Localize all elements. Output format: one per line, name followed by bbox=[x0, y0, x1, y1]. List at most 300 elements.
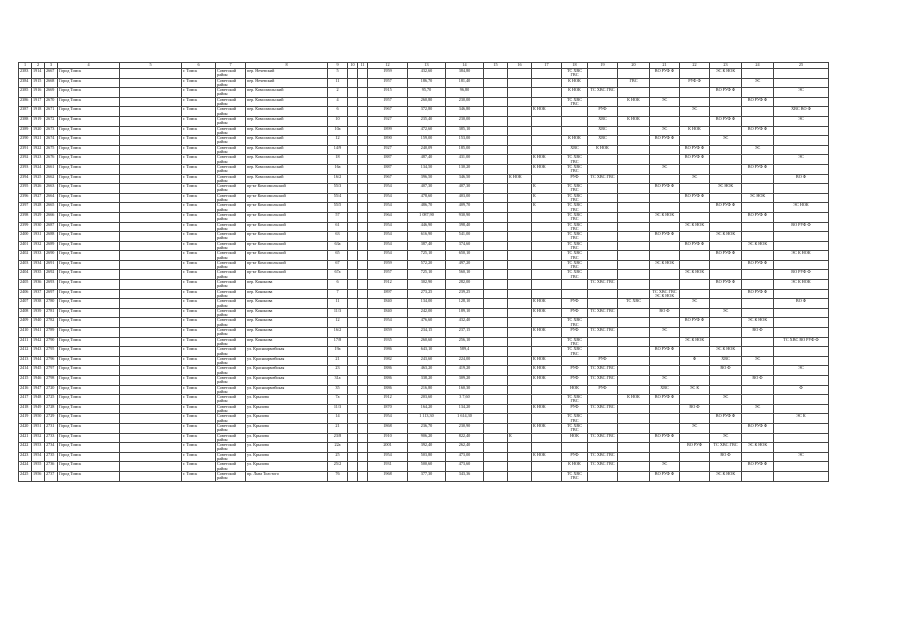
table-cell-col-17 bbox=[532, 280, 562, 290]
table-cell-col-16 bbox=[508, 203, 532, 213]
table-cell-col-4: Город Томск bbox=[58, 395, 120, 405]
table-cell-col-10 bbox=[348, 347, 358, 357]
table-cell-col-22: РУФ Ф bbox=[680, 78, 710, 88]
table-cell-col-22 bbox=[680, 347, 710, 357]
table-cell-col-13: 234,15 bbox=[408, 328, 446, 338]
table-cell-col-24 bbox=[742, 232, 774, 242]
table-cell-col-11 bbox=[358, 107, 368, 117]
table-cell-col-1: 2391 bbox=[19, 145, 32, 155]
table-cell-col-18: РУФ bbox=[562, 404, 588, 414]
table-row bbox=[19, 184, 829, 194]
table-cell-col-22 bbox=[680, 376, 710, 386]
table-cell-col-22 bbox=[680, 69, 710, 79]
table-cell-col-22: ВО РУФ Ф bbox=[680, 241, 710, 251]
table-cell-col-6: г. Томск bbox=[182, 241, 216, 251]
table-row bbox=[19, 97, 829, 107]
table-cell-col-4: Город Томск bbox=[58, 462, 120, 472]
table-cell-col-12: 1927 bbox=[368, 116, 408, 126]
table-cell-col-19 bbox=[588, 184, 618, 194]
table-cell-col-6: г. Томск bbox=[182, 126, 216, 136]
table-cell-col-15 bbox=[484, 318, 508, 328]
table-row bbox=[19, 376, 829, 386]
table-cell-col-3: 2672 bbox=[45, 116, 58, 126]
table-cell-col-25 bbox=[774, 126, 829, 136]
column-header-2: 2 bbox=[32, 63, 45, 69]
table-row bbox=[19, 212, 829, 222]
table-cell-col-4: Город Томск bbox=[58, 69, 120, 79]
table-cell-col-25 bbox=[774, 69, 829, 79]
table-cell-col-25 bbox=[774, 193, 829, 203]
table-cell-col-4: Город Томск bbox=[58, 471, 120, 481]
table-cell-col-1: 2421 bbox=[19, 433, 32, 443]
table-cell-col-23: ЭС bbox=[710, 433, 742, 443]
table-cell-col-16 bbox=[508, 222, 532, 232]
table-cell-col-22 bbox=[680, 88, 710, 98]
table-cell-col-14: 385,10 bbox=[446, 126, 484, 136]
table-cell-col-2: 1924 bbox=[32, 164, 45, 174]
table-cell-col-3: 2782 bbox=[45, 318, 58, 328]
table-cell-col-2: 1946 bbox=[32, 376, 45, 386]
table-cell-col-23: ВО РУФ Ф bbox=[710, 251, 742, 261]
table-cell-col-14: 822,40 bbox=[446, 433, 484, 443]
table-cell-col-18: ТС ХВС ГВС bbox=[562, 423, 588, 433]
table-cell-col-6: г. Томск bbox=[182, 107, 216, 117]
table-cell-col-11 bbox=[358, 337, 368, 347]
table-cell-col-19: РУФ bbox=[588, 356, 618, 366]
table-row bbox=[19, 78, 829, 88]
table-cell-col-2: 1921 bbox=[32, 136, 45, 146]
table-cell-col-3: 2737 bbox=[45, 471, 58, 481]
table-cell-col-4: Город Томск bbox=[58, 308, 120, 318]
table-cell-col-23 bbox=[710, 376, 742, 386]
table-cell-col-11 bbox=[358, 289, 368, 299]
table-cell-col-12: 1959 bbox=[368, 260, 408, 270]
table-cell-col-19 bbox=[588, 260, 618, 270]
table-cell-col-19: ТС ХВС ГВС bbox=[588, 452, 618, 462]
table-cell-col-20 bbox=[618, 376, 650, 386]
table-cell-col-24 bbox=[742, 136, 774, 146]
table-cell-col-12: 1886 bbox=[368, 385, 408, 395]
table-cell-col-20: ТС ХВС bbox=[618, 299, 650, 309]
table-cell-col-6: г. Томск bbox=[182, 395, 216, 405]
table-cell-col-17 bbox=[532, 222, 562, 232]
table-cell-col-15 bbox=[484, 69, 508, 79]
table-cell-col-19 bbox=[588, 212, 618, 222]
table-cell-col-4: Город Томск bbox=[58, 145, 120, 155]
table-cell-col-12: 1954 bbox=[368, 241, 408, 251]
table-cell-col-14: 473,60 bbox=[446, 462, 484, 472]
table-cell-col-10 bbox=[348, 145, 358, 155]
table-cell-col-4: Город Томск bbox=[58, 107, 120, 117]
table-cell-col-21: ВО РУФ Ф bbox=[650, 433, 680, 443]
table-cell-col-2: 1915 bbox=[32, 78, 45, 88]
table-cell-col-12: 1957 bbox=[368, 97, 408, 107]
table-cell-col-22: ВО Ф bbox=[680, 404, 710, 414]
table-cell-col-24: ВО РУФ Ф bbox=[742, 97, 774, 107]
table-cell-col-14: 237,15 bbox=[446, 328, 484, 338]
table-cell-col-4: Город Томск bbox=[58, 347, 120, 357]
table-cell-col-8: ул. Красноармейская bbox=[246, 376, 328, 386]
table-cell-col-12: 1954 bbox=[368, 452, 408, 462]
table-cell-col-10 bbox=[348, 308, 358, 318]
table-cell-col-23: ЭС К НОК bbox=[710, 232, 742, 242]
table-cell-col-14: 130,20 bbox=[446, 164, 484, 174]
table-cell-col-17 bbox=[532, 251, 562, 261]
table-cell-col-11 bbox=[358, 404, 368, 414]
table-cell-col-21: ЭС bbox=[650, 462, 680, 472]
table-cell-col-16 bbox=[508, 299, 532, 309]
table-cell-col-20 bbox=[618, 308, 650, 318]
table-cell-col-15 bbox=[484, 376, 508, 386]
table-cell-col-20 bbox=[618, 222, 650, 232]
table-cell-col-23: ЭС НОК bbox=[710, 184, 742, 194]
table-cell-col-9: 4 bbox=[328, 97, 348, 107]
table-cell-col-17 bbox=[532, 443, 562, 453]
table-cell-col-12: 1931 bbox=[368, 462, 408, 472]
table-cell-col-15 bbox=[484, 145, 508, 155]
table-cell-col-9: 12 bbox=[328, 136, 348, 146]
table-cell-col-7: Советский район bbox=[216, 452, 246, 462]
table-cell-col-9: 67а bbox=[328, 270, 348, 280]
table-cell-col-5 bbox=[120, 395, 182, 405]
table-cell-col-21 bbox=[650, 251, 680, 261]
table-cell-col-1: 2395 bbox=[19, 184, 32, 194]
table-cell-col-5 bbox=[120, 280, 182, 290]
table-cell-col-24: ЭС bbox=[742, 404, 774, 414]
table-cell-col-17: К НОК bbox=[532, 328, 562, 338]
table-cell-col-11 bbox=[358, 423, 368, 433]
table-cell-col-15 bbox=[484, 462, 508, 472]
table-cell-col-9: 14/9 bbox=[328, 145, 348, 155]
table-cell-col-4: Город Томск bbox=[58, 385, 120, 395]
table-cell-col-15 bbox=[484, 164, 508, 174]
table-cell-col-15 bbox=[484, 126, 508, 136]
table-row bbox=[19, 260, 829, 270]
table-cell-col-7: Советский район bbox=[216, 289, 246, 299]
table-cell-col-17 bbox=[532, 232, 562, 242]
table-cell-col-24: ЭС bbox=[742, 145, 774, 155]
table-cell-col-15 bbox=[484, 347, 508, 357]
table-cell-col-7: Советский район bbox=[216, 404, 246, 414]
table-cell-col-4: Город Томск bbox=[58, 270, 120, 280]
table-cell-col-2: 1927 bbox=[32, 193, 45, 203]
table-cell-col-2: 1938 bbox=[32, 299, 45, 309]
table-cell-col-10 bbox=[348, 462, 358, 472]
table-cell-col-25: ЭС К НОК bbox=[774, 251, 829, 261]
table-cell-col-20 bbox=[618, 270, 650, 280]
column-header-25: 25 bbox=[774, 63, 829, 69]
table-cell-col-25 bbox=[774, 212, 829, 222]
table-cell-col-21 bbox=[650, 423, 680, 433]
table-cell-col-4: Город Томск bbox=[58, 452, 120, 462]
table-cell-col-20 bbox=[618, 356, 650, 366]
table-cell-col-19 bbox=[588, 241, 618, 251]
table-cell-col-10 bbox=[348, 289, 358, 299]
table-cell-col-19: ТС ХВС ГВС bbox=[588, 174, 618, 184]
table-cell-col-2: 1916 bbox=[32, 88, 45, 98]
table-cell-col-23 bbox=[710, 289, 742, 299]
table-cell-col-3: 2668 bbox=[45, 78, 58, 88]
table-row bbox=[19, 347, 829, 357]
table-cell-col-17 bbox=[532, 78, 562, 88]
table-cell-col-3: 2692 bbox=[45, 270, 58, 280]
table-cell-col-16 bbox=[508, 69, 532, 79]
table-cell-col-10 bbox=[348, 107, 358, 117]
table-cell-col-22: ЭС bbox=[680, 174, 710, 184]
table-cell-col-1: 2415 bbox=[19, 376, 32, 386]
table-cell-col-24: ЭС bbox=[742, 78, 774, 88]
table-cell-col-24 bbox=[742, 184, 774, 194]
table-cell-col-25: ВО Ф bbox=[774, 174, 829, 184]
table-cell-col-7: Советский район bbox=[216, 97, 246, 107]
table-cell-col-8: ул. Крылова bbox=[246, 414, 328, 424]
table-cell-col-11 bbox=[358, 97, 368, 107]
table-cell-col-3: 2691 bbox=[45, 260, 58, 270]
table-cell-col-10 bbox=[348, 78, 358, 88]
table-cell-col-18 bbox=[562, 280, 588, 290]
table-cell-col-14: 256,10 bbox=[446, 337, 484, 347]
table-cell-col-22: Ф bbox=[680, 356, 710, 366]
table-cell-col-7: Советский район bbox=[216, 270, 246, 280]
table-cell-col-18: ТС ХВС ГВС bbox=[562, 347, 588, 357]
table-cell-col-2: 1934 bbox=[32, 260, 45, 270]
table-cell-col-5 bbox=[120, 78, 182, 88]
table-body bbox=[19, 63, 829, 482]
table-cell-col-14: 128,10 bbox=[446, 299, 484, 309]
table-cell-col-14: 181,40 bbox=[446, 78, 484, 88]
table-cell-col-15 bbox=[484, 404, 508, 414]
table-cell-col-7: Советский район bbox=[216, 328, 246, 338]
table-cell-col-9: 31а bbox=[328, 376, 348, 386]
table-cell-col-19: РУФ bbox=[588, 107, 618, 117]
table-cell-col-1: 2402 bbox=[19, 251, 32, 261]
table-cell-col-13: 260,80 bbox=[408, 97, 446, 107]
table-cell-col-14: 282,00 bbox=[446, 280, 484, 290]
table-cell-col-18: ТС ХВС ГВС bbox=[562, 337, 588, 347]
table-cell-col-18: РУФ bbox=[562, 452, 588, 462]
table-cell-col-3: 2676 bbox=[45, 155, 58, 165]
table-cell-col-2: 1945 bbox=[32, 366, 45, 376]
table-cell-col-21 bbox=[650, 155, 680, 165]
table-cell-col-3: 2733 bbox=[45, 433, 58, 443]
table-cell-col-7: Советский район bbox=[216, 193, 246, 203]
table-cell-col-12: 1886 bbox=[368, 366, 408, 376]
table-cell-col-16 bbox=[508, 289, 532, 299]
table-cell-col-13: 446,90 bbox=[408, 222, 446, 232]
table-cell-col-25 bbox=[774, 433, 829, 443]
table-cell-col-6: г. Томск bbox=[182, 404, 216, 414]
table-cell-col-11 bbox=[358, 116, 368, 126]
table-cell-col-24: ВО РУФ Ф bbox=[742, 260, 774, 270]
table-cell-col-5 bbox=[120, 145, 182, 155]
table-cell-col-8: ул. Красноармейская bbox=[246, 385, 328, 395]
table-cell-col-9: 55/5 bbox=[328, 203, 348, 213]
table-cell-col-10 bbox=[348, 471, 358, 481]
table-cell-col-16 bbox=[508, 308, 532, 318]
table-cell-col-1: 2386 bbox=[19, 97, 32, 107]
table-cell-col-16 bbox=[508, 78, 532, 88]
table-cell-col-10 bbox=[348, 174, 358, 184]
table-cell-col-24 bbox=[742, 308, 774, 318]
table-cell-col-24 bbox=[742, 174, 774, 184]
table-cell-col-1: 2389 bbox=[19, 126, 32, 136]
table-cell-col-7: Советский район bbox=[216, 203, 246, 213]
table-cell-col-9: 35 bbox=[328, 385, 348, 395]
table-cell-col-6: г. Томск bbox=[182, 385, 216, 395]
table-cell-col-15 bbox=[484, 212, 508, 222]
table-cell-col-16 bbox=[508, 88, 532, 98]
table-cell-col-9: 17/8 bbox=[328, 337, 348, 347]
table-cell-col-12: 1967 bbox=[368, 107, 408, 117]
table-cell-col-11 bbox=[358, 395, 368, 405]
table-cell-col-11 bbox=[358, 376, 368, 386]
table-cell-col-3: 2796 bbox=[45, 356, 58, 366]
table-cell-col-16 bbox=[508, 280, 532, 290]
table-cell-col-19: ТС ХВС ГВС bbox=[588, 462, 618, 472]
column-header-17: 17 bbox=[532, 63, 562, 69]
table-cell-col-6: г. Томск bbox=[182, 337, 216, 347]
table-cell-col-9: 19а bbox=[328, 347, 348, 357]
table-row bbox=[19, 318, 829, 328]
table-cell-col-22: ЭС bbox=[680, 107, 710, 117]
table-cell-col-3: 2663 bbox=[45, 184, 58, 194]
table-cell-col-3: 2789 bbox=[45, 328, 58, 338]
table-cell-col-10 bbox=[348, 155, 358, 165]
table-row bbox=[19, 395, 829, 405]
table-cell-col-23: ЭС К НОК bbox=[710, 471, 742, 481]
table-row bbox=[19, 356, 829, 366]
table-cell-col-25: ЭС bbox=[774, 155, 829, 165]
table-cell-col-11 bbox=[358, 414, 368, 424]
table-cell-col-18: ТС ХВС ГВС bbox=[562, 155, 588, 165]
table-cell-col-8: пер. Кононова bbox=[246, 299, 328, 309]
table-cell-col-13: 377,30 bbox=[408, 471, 446, 481]
table-cell-col-5 bbox=[120, 97, 182, 107]
table-cell-col-21: ВО РУФ Ф bbox=[650, 395, 680, 405]
table-cell-col-1: 2420 bbox=[19, 423, 32, 433]
table-cell-col-21 bbox=[650, 356, 680, 366]
column-header-12: 12 bbox=[368, 63, 408, 69]
table-cell-col-21 bbox=[650, 299, 680, 309]
table-cell-col-6: г. Томск bbox=[182, 155, 216, 165]
table-cell-col-18: ТС ХВС ГВС bbox=[562, 318, 588, 328]
table-cell-col-6: г. Томск bbox=[182, 145, 216, 155]
table-cell-col-5 bbox=[120, 337, 182, 347]
table-cell-col-3: 2689 bbox=[45, 241, 58, 251]
table-cell-col-8: ул. Крылова bbox=[246, 452, 328, 462]
table-cell-col-19: ТС ХВС ГВС bbox=[588, 328, 618, 338]
table-cell-col-12: 1957 bbox=[368, 78, 408, 88]
table-cell-col-13: 243,60 bbox=[408, 356, 446, 366]
table-cell-col-10 bbox=[348, 193, 358, 203]
table-cell-col-23: ВО Ф bbox=[710, 452, 742, 462]
table-cell-col-13: 432,60 bbox=[408, 69, 446, 79]
table-cell-col-1: 2394 bbox=[19, 174, 32, 184]
table-cell-col-12: 1957 bbox=[368, 270, 408, 280]
table-cell-col-4: Город Томск bbox=[58, 280, 120, 290]
table-cell-col-4: Город Томск bbox=[58, 328, 120, 338]
table-cell-col-11 bbox=[358, 241, 368, 251]
table-cell-col-10 bbox=[348, 423, 358, 433]
table-cell-col-2: 1952 bbox=[32, 433, 45, 443]
table-row bbox=[19, 404, 829, 414]
table-cell-col-16 bbox=[508, 251, 532, 261]
table-cell-col-2: 1923 bbox=[32, 155, 45, 165]
table-cell-col-11 bbox=[358, 193, 368, 203]
table-cell-col-7: Советский район bbox=[216, 232, 246, 242]
table-cell-col-24: ВО РУФ Ф bbox=[742, 289, 774, 299]
table-cell-col-10 bbox=[348, 222, 358, 232]
table-cell-col-7: Советский район bbox=[216, 136, 246, 146]
table-cell-col-18: НОК bbox=[562, 385, 588, 395]
table-cell-col-19: К НОК bbox=[588, 145, 618, 155]
table-cell-col-13: 164,20 bbox=[408, 404, 446, 414]
table-cell-col-9: 21 bbox=[328, 356, 348, 366]
table-cell-col-6: г. Томск bbox=[182, 136, 216, 146]
table-cell-col-16 bbox=[508, 376, 532, 386]
table-cell-col-9: 67 bbox=[328, 260, 348, 270]
table-cell-col-25: ЭС bbox=[774, 116, 829, 126]
table-cell-col-15 bbox=[484, 136, 508, 146]
table-cell-col-13: 486,70 bbox=[408, 203, 446, 213]
table-cell-col-3: 2693 bbox=[45, 280, 58, 290]
table-cell-col-21 bbox=[650, 337, 680, 347]
table-cell-col-22 bbox=[680, 328, 710, 338]
table-cell-col-1: 2406 bbox=[19, 289, 32, 299]
table-cell-col-17: К НОК bbox=[532, 299, 562, 309]
table-cell-col-7: Советский район bbox=[216, 280, 246, 290]
table-cell-col-14: 431,00 bbox=[446, 155, 484, 165]
table-cell-col-15 bbox=[484, 116, 508, 126]
table-cell-col-18: РУФ bbox=[562, 308, 588, 318]
table-cell-col-20 bbox=[618, 136, 650, 146]
table-cell-col-17: К НОК bbox=[532, 107, 562, 117]
table-cell-col-23 bbox=[710, 145, 742, 155]
table-cell-col-22 bbox=[680, 212, 710, 222]
table-cell-col-18: РУФ bbox=[562, 174, 588, 184]
table-cell-col-2: 1953 bbox=[32, 443, 45, 453]
table-cell-col-18: ТС ХВС ГВС bbox=[562, 395, 588, 405]
table-cell-col-22: ВО РУФ Ф bbox=[680, 145, 710, 155]
table-cell-col-10 bbox=[348, 356, 358, 366]
table-cell-col-8: пр-кт Комсомольский bbox=[246, 260, 328, 270]
table-cell-col-4: Город Томск bbox=[58, 126, 120, 136]
table-cell-col-14: 134,20 bbox=[446, 404, 484, 414]
table-cell-col-25: ЭС К НОК bbox=[774, 280, 829, 290]
table-cell-col-24 bbox=[742, 155, 774, 165]
table-cell-col-23 bbox=[710, 155, 742, 165]
table-cell-col-15 bbox=[484, 443, 508, 453]
table-cell-col-3: 2665 bbox=[45, 203, 58, 213]
table-cell-col-20 bbox=[618, 404, 650, 414]
table-cell-col-18: ТС ХВС ГВС bbox=[562, 184, 588, 194]
table-cell-col-25: Ф bbox=[774, 385, 829, 395]
table-cell-col-4: Город Томск bbox=[58, 337, 120, 347]
table-cell-col-21 bbox=[650, 318, 680, 328]
table-cell-col-1: 2390 bbox=[19, 136, 32, 146]
table-cell-col-10 bbox=[348, 164, 358, 174]
table-cell-col-5 bbox=[120, 376, 182, 386]
table-cell-col-15 bbox=[484, 414, 508, 424]
table-cell-col-8: ул. Крылова bbox=[246, 433, 328, 443]
table-cell-col-19: ТС ХВС ГВС bbox=[588, 88, 618, 98]
table-cell-col-24: ВО РУФ Ф bbox=[742, 164, 774, 174]
table-cell-col-25 bbox=[774, 232, 829, 242]
table-cell-col-8: ул. Крылова bbox=[246, 423, 328, 433]
table-cell-col-13: 338,20 bbox=[408, 376, 446, 386]
table-cell-col-24: ЭС К НОК bbox=[742, 318, 774, 328]
table-cell-col-16 bbox=[508, 232, 532, 242]
